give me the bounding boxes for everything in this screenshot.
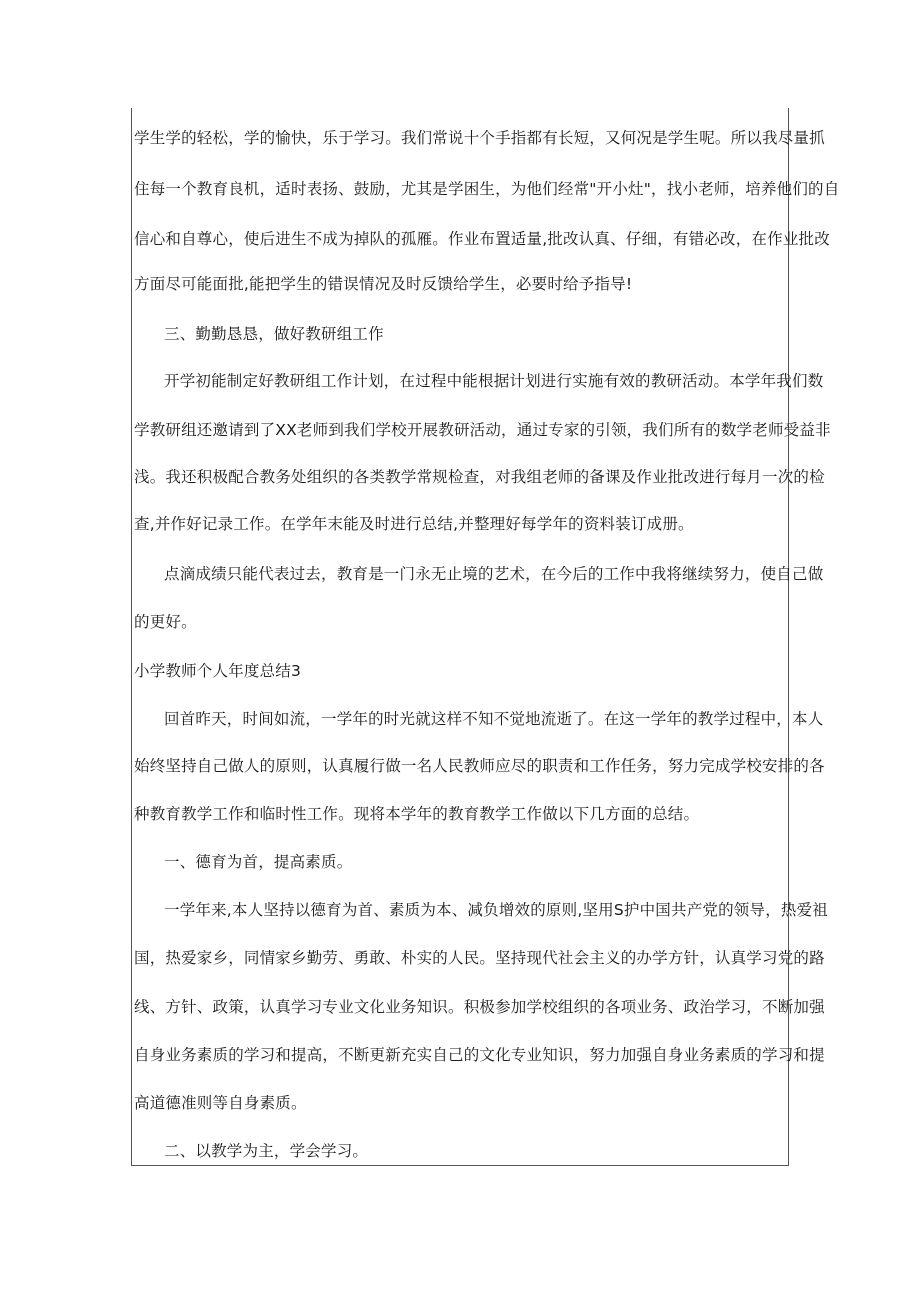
section-heading: 二、以教学为主，学会学习。 (164, 1142, 369, 1160)
text-line: 开学初能制定好教研组工作计划，在过程中能根据计划进行实施有效的教研活动。本学年我们数 (164, 372, 824, 390)
text-line: 国，热爱家乡，同情家乡勤劳、勇敢、朴实的人民。坚持现代社会主义的办学方针，认真学习党的路 (134, 949, 825, 967)
text-line: 查,并作好记录工作。在学年末能及时进行总结,并整理好每学年的资料装订成册。 (134, 515, 694, 533)
text-line: 浅。我还积极配合教务处组织的各类教学常规检查，对我组老师的备课及作业批改进行每月一次的检 (134, 468, 825, 486)
document-title: 小学教师个人年度总结3 (134, 662, 302, 680)
section-heading: 一、德育为首，提高素质。 (164, 853, 353, 871)
text-line: 信心和自尊心，使后进生不成为掉队的孤雁。作业布置适量,批改认真、仔细，有错必改，在作业批改 (134, 230, 830, 248)
text-line: 始终坚持自己做人的原则，认真履行做一名人民教师应尽的职责和工作任务，努力完成学校安排的各 (134, 757, 825, 775)
text-line: 的更好。 (134, 613, 197, 631)
text-line: 方面尽可能面批,能把学生的错误情况及时反馈给学生，必要时给予指导! (134, 275, 633, 293)
section-heading: 三、勤勤恳恳，做好教研组工作 (164, 325, 384, 343)
text-line: 回首昨天，时间如流，一学年的时光就这样不知不觉地流逝了。在这一学年的教学过程中，本人 (164, 710, 824, 728)
text-line: 自身业务素质的学习和提高，不断更新充实自己的文化专业知识，努力加强自身业务素质的学习和提 (134, 1046, 825, 1064)
text-line: 高道德准则等自身素质。 (134, 1094, 307, 1112)
text-line: 种教育教学工作和临时性工作。现将本学年的教育教学工作做以下几方面的总结。 (134, 805, 700, 823)
text-line: 线、方针、政策，认真学习专业文化业务知识。积极参加学校组织的各项业务、政治学习，不断加强 (134, 998, 825, 1016)
text-line: 住每一个教育良机，适时表扬、鼓励，尤其是学困生，为他们经常"开小灶"，找小老师，培养他们的自 (134, 180, 840, 198)
text-line: 学生学的轻松，学的愉快，乐于学习。我们常说十个手指都有长短，又何况是学生呢。所以我尽量抓 (134, 129, 825, 147)
text-line: 学教研组还邀请到了XX老师到我们学校开展教研活动，通过专家的引领，我们所有的数学老师受益非 (134, 421, 831, 439)
text-line: 点滴成绩只能代表过去，教育是一门永无止境的艺术，在今后的工作中我将继续努力，使自己做 (164, 565, 824, 583)
text-line: 一学年来,本人坚持以德育为首、素质为本、减负增效的原则,坚用S护中国共产党的领导，热爱祖 (164, 901, 828, 919)
